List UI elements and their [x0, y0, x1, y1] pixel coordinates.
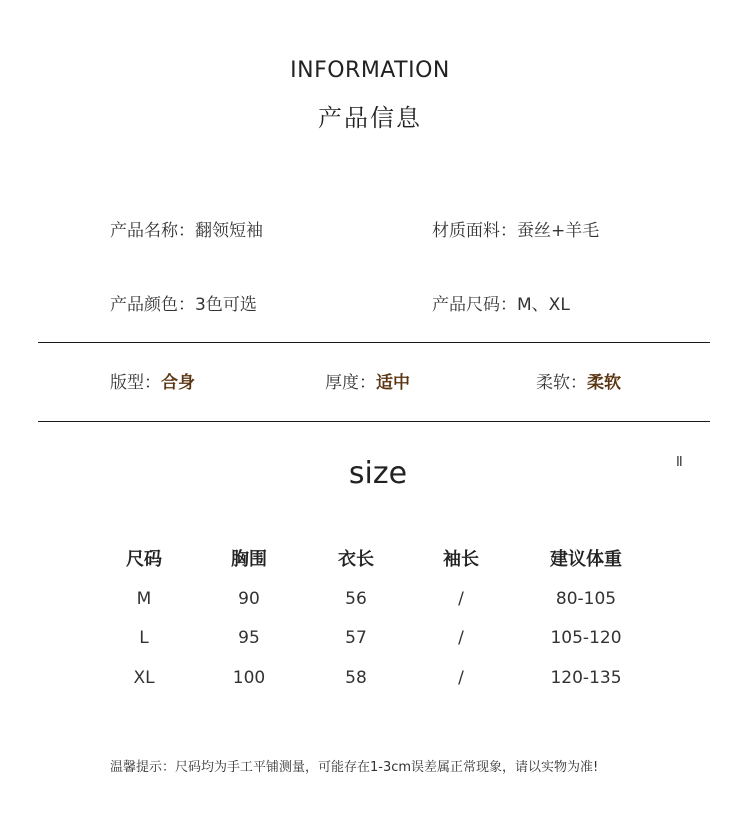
divider-top — [38, 342, 710, 343]
table-cell: 120-135 — [550, 668, 622, 688]
title-chinese: 产品信息 — [318, 104, 422, 132]
table-cell: / — [458, 668, 464, 688]
table-cell: 57 — [345, 628, 367, 648]
table-header-length: 衣长 — [338, 549, 374, 570]
table-cell: 105-120 — [550, 628, 622, 648]
table-header-weight: 建议体重 — [550, 549, 622, 570]
table-cell: 95 — [238, 628, 260, 648]
rating-fit — [110, 368, 195, 393]
info-material — [432, 216, 599, 241]
table-header-size: 尺码 — [126, 549, 162, 570]
table-cell: 56 — [345, 589, 367, 609]
info-name-value: 翻领短袖 — [195, 221, 263, 241]
table-cell: 80-105 — [555, 589, 617, 609]
rating-thickness-label: 厚度： — [325, 373, 376, 393]
rating-fit-value: 合身 — [161, 373, 195, 393]
info-size — [432, 290, 570, 315]
table-cell: XL — [133, 668, 155, 688]
size-title: size — [348, 456, 408, 491]
table-cell: L — [139, 628, 149, 648]
rating-thickness — [325, 368, 410, 393]
info-color — [110, 290, 257, 315]
rating-softness — [536, 368, 621, 393]
measurement-note: 温馨提示：尺码均为手工平铺测量，可能存在1-3cm误差属正常现象，请以实物为准! — [110, 760, 599, 775]
rating-thickness-value: 适中 — [376, 373, 410, 393]
info-name-label: 产品名称： — [110, 221, 195, 241]
info-color-label: 产品颜色： — [110, 295, 195, 315]
table-cell: / — [458, 628, 464, 648]
rating-fit-label: 版型： — [110, 373, 161, 393]
info-color-value: 3色可选 — [195, 295, 257, 315]
table-cell: 100 — [232, 668, 266, 688]
table-header-sleeve: 袖长 — [443, 549, 479, 570]
table-cell: M — [136, 589, 152, 609]
info-material-label: 材质面料： — [432, 221, 517, 241]
info-material-value: 蚕丝+羊毛 — [517, 221, 600, 241]
divider-bottom — [38, 421, 710, 422]
table-cell: 58 — [345, 668, 367, 688]
info-size-label: 产品尺码： — [432, 295, 517, 315]
info-product-name — [110, 216, 263, 241]
table-cell: 90 — [238, 589, 260, 609]
table-cell: / — [458, 589, 464, 609]
rating-softness-value: 柔软 — [587, 373, 621, 393]
table-header-chest: 胸围 — [231, 549, 267, 570]
pause-icon: II — [676, 455, 682, 470]
rating-softness-label: 柔软： — [536, 373, 587, 393]
title-english: INFORMATION — [290, 58, 450, 83]
info-size-value: M、XL — [517, 295, 570, 315]
